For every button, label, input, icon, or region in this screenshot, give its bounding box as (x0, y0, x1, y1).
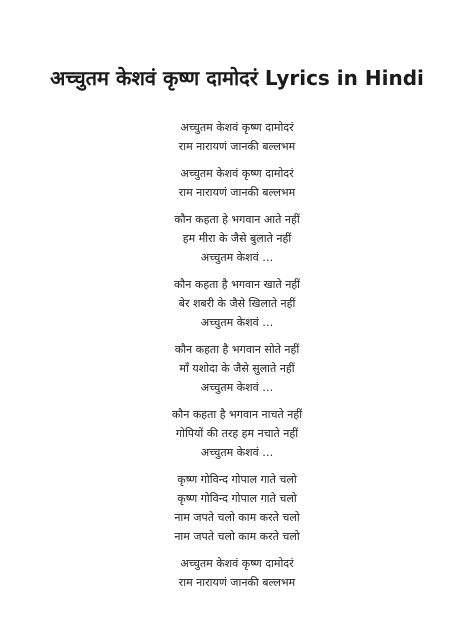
stanza (0, 405, 474, 462)
lyric-line: नाम जपते चलो काम करते चलो (174, 511, 300, 524)
lyric-line: अच्चुतम केशवं कृष्ण दामोदरं (180, 167, 294, 180)
lyric-line: अच्चुतम केशवं … (200, 251, 274, 264)
stanza (0, 340, 474, 397)
lyric-line: बेर शबरी के जैसे खिलाते नहीं (178, 297, 296, 310)
lyric-line: अच्चुतम केशवं … (200, 316, 274, 329)
stanza (0, 210, 474, 267)
lyric-line: कौन कहता हे भगवान आते नहीं (174, 213, 300, 226)
lyric-line: कौन कहता है भगवान सोते नहीं (174, 343, 300, 356)
lyric-line: अच्चुतम केशवं कृष्ण दामोदरं (180, 557, 294, 570)
lyric-line: अच्चुतम केशवं … (200, 446, 274, 459)
lyric-line: नाम जपते चलो काम करते चलो (174, 530, 300, 543)
lyric-line: अच्चुतम केशवं … (200, 381, 274, 394)
stanza (0, 164, 474, 202)
stanza (0, 470, 474, 546)
lyric-line: कौन कहता है भगवान खाते नहीं (173, 278, 301, 291)
lyric-line: राम नारायणं जानकी बल्लभम (178, 140, 296, 153)
lyric-line: राम नारायणं जानकी बल्लभम (178, 576, 296, 589)
stanza (0, 118, 474, 156)
stanza (0, 554, 474, 592)
lyric-line: गोपियों की तरह हम नचाते नहीं (175, 427, 299, 440)
lyric-line: माँ यशोदा के जैसे सुलाते नहीं (179, 362, 295, 375)
page-title: अच्चुतम केशवं कृष्ण दामोदरं Lyrics in Hindi (50, 66, 424, 90)
lyric-line: कृष्ण गोविन्द गोपाल गाते चलो (177, 473, 297, 486)
lyric-line: कौन कहता है भगवान नाचते नहीं (171, 408, 303, 421)
lyric-line: राम नारायणं जानकी बल्लभम (178, 186, 296, 199)
stanza (0, 275, 474, 332)
lyric-line: अच्चुतम केशवं कृष्ण दामोदरं (180, 121, 294, 134)
lyric-line: हम मीरा के जैसे बुलाते नहीं (182, 232, 292, 245)
lyrics-body (0, 118, 474, 600)
lyric-line: कृष्ण गोविन्द गोपाल गाते चलो (177, 492, 297, 505)
